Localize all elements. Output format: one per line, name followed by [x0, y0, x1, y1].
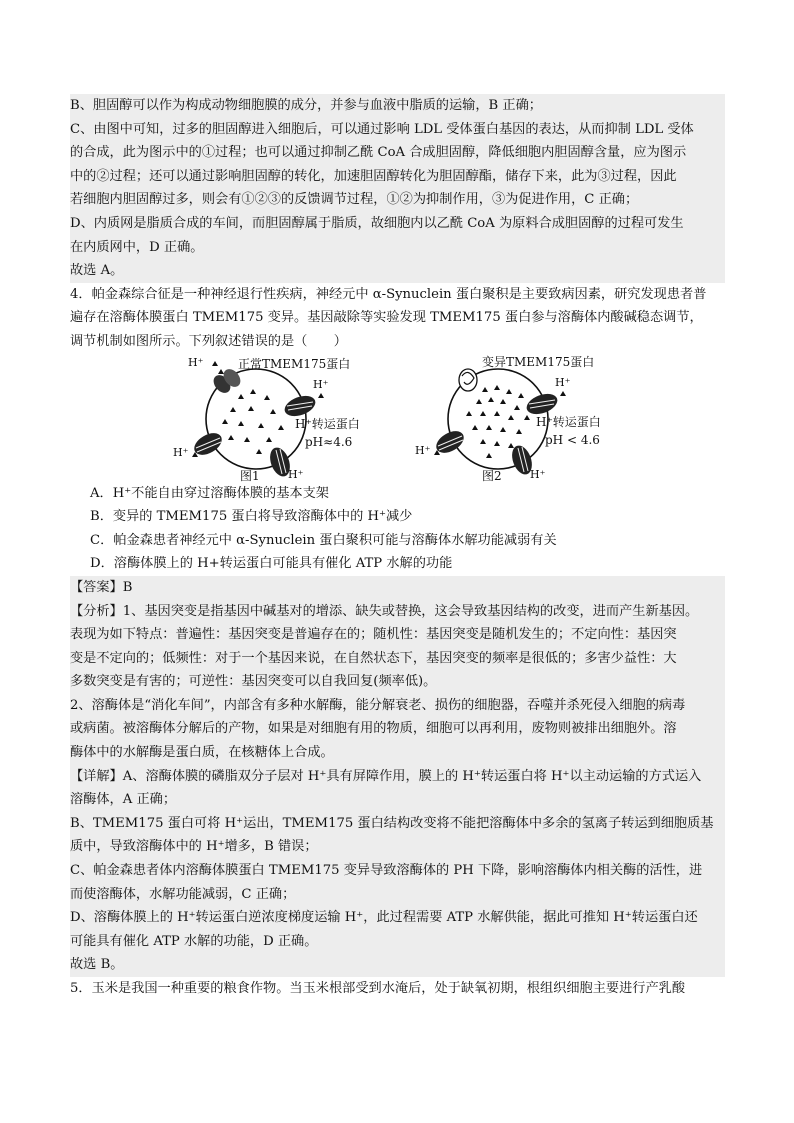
figure-1-diagram	[173, 354, 368, 483]
h-label: H⁺	[173, 445, 189, 459]
ph-label: pH < 4.6	[545, 432, 600, 447]
mutated-tmem175-protein	[459, 369, 477, 391]
analysis-line: D、溶酶体膜上的 H⁺转运蛋白逆浓度梯度运输 H⁺，此过程需要 ATP 水解供能，据此可推知 H⁺转运蛋白还	[70, 906, 725, 930]
option-c: C．帕金森患者神经元中 α-Synuclein 蛋白聚积可能与溶酶体水解功能减弱有关	[90, 532, 557, 548]
text-line: D、内质网是脂质合成的车间，而胆固醇属于脂质，故细胞内以乙酰 CoA 为原料合成胆固醇的过程可发生	[70, 212, 725, 236]
analysis-line: 可能具有催化 ATP 水解的功能，D 正确。	[70, 930, 725, 954]
figure-caption: 图2	[482, 468, 502, 483]
analysis-line: 表现为如下特点：普遍性：基因突变是普遍存在的；随机性：基因突变是随机发生的；不定向性：基因突	[70, 623, 725, 647]
answer-line: 【答案】B	[70, 576, 725, 600]
h-label: H⁺	[415, 443, 431, 457]
analysis-line: 故选 B。	[70, 953, 725, 977]
analysis-line: B、TMEM175 蛋白可将 H⁺运出，TMEM175 蛋白结构改变将不能把溶酶体中多余的氢离子转运到细胞质基	[70, 812, 725, 836]
analysis-line: 或病菌。被溶酶体分解后的产物，如果是对细胞有用的物质，细胞可以再利用，废物则被排出细胞外。溶	[70, 717, 725, 741]
next-question-line: 5．玉米是我国一种重要的粮食作物。当玉米根部受到水淹后，处于缺氧初期，根组织细胞主要进行产乳酸	[70, 981, 686, 996]
analysis-line: C、帕金森患者体内溶酶体膜蛋白 TMEM175 变异导致溶酶体的 PH 下降，影响溶酶体内相关酶的活性，进	[70, 859, 725, 883]
document-page	[70, 94, 725, 1001]
figure-2-diagram	[415, 354, 620, 483]
question-stem-line: 调节机制如图所示。下列叙述错误的是（ ）	[70, 333, 347, 349]
analysis-line: 质中，导致溶酶体中的 H⁺增多，B 错误；	[70, 835, 725, 859]
text-line: 的合成，此为图示中的①过程；也可以通过抑制乙酰 CoA 合成胆固醇，降低细胞内胆固醇含量，应为图示	[70, 141, 725, 165]
text-line: B、胆固醇可以作为构成动物细胞膜的成分，并参与血液中脂质的运输，B 正确；	[70, 94, 725, 118]
question-stem-line: 遍存在溶酶体膜蛋白 TMEM175 变异。基因敲除等实验发现 TMEM175 蛋白参与溶酶体内酸碱稳态调节，	[70, 310, 703, 326]
h-label: H⁺	[555, 375, 571, 389]
text-line: C、由图中可知，过多的胆固醇进入细胞后，可以通过影响 LDL 受体蛋白基因的表达，从而抑制 LDL 受体	[70, 118, 725, 142]
option-a: A．H⁺不能自由穿过溶酶体膜的基本支架	[90, 485, 329, 501]
question-stem-line: 4．帕金森综合征是一种神经退行性疾病，神经元中 α-Synuclein 蛋白聚积是主要致病因素，研究发现患者普	[70, 286, 707, 302]
analysis-line: 【分析】1、基因突变是指基因中碱基对的增添、缺失或替换，这会导致基因结构的改变，进而产生新基因。	[70, 600, 725, 624]
h-label: H⁺	[288, 467, 304, 481]
protein-label: 正常TMEM175蛋白	[238, 356, 351, 371]
analysis-line: 酶体中的水解酶是蛋白质，在核糖体上合成。	[70, 741, 725, 765]
text-line: 中的②过程；还可以通过影响胆固醇的转化，加速胆固醇转化为胆固醇酯，储存下来，此为③过程，因此	[70, 165, 725, 189]
analysis-line: 而使溶酶体，水解功能减弱，C 正确；	[70, 883, 725, 907]
analysis-line: 多数突变是有害的；可逆性：基因突变可以自我回复(频率低)。	[70, 670, 725, 694]
analysis-line: 溶酶体，A 正确；	[70, 788, 725, 812]
option-b: B．变异的 TMEM175 蛋白将导致溶酶体中的 H⁺减少	[90, 509, 413, 525]
figure-2	[415, 354, 620, 483]
h-label: H⁺	[313, 377, 329, 391]
text-line: 故选 A。	[70, 259, 725, 283]
analysis-line: 2、溶酶体是“消化车间”，内部含有多种水解酶，能分解衰老、损伤的细胞器，吞噬并杀死侵入细胞的病毒	[70, 694, 725, 718]
h-label: H⁺	[530, 467, 546, 481]
h-label: H⁺	[188, 355, 204, 369]
transporter-label: H⁺转运蛋白	[295, 416, 360, 431]
figure-row	[70, 354, 725, 482]
analysis-line: 【详解】A、溶酶体膜的磷脂双分子层对 H⁺具有屏障作用，膜上的 H⁺转运蛋白将 H⁺以主动运输的方式运入	[70, 765, 725, 789]
protein-label: 变异TMEM175蛋白	[482, 354, 595, 369]
text-line: 若细胞内胆固醇过多，则会有①②③的反馈调节过程，①②为抑制作用，③为促进作用，C 正确；	[70, 188, 725, 212]
analysis-line: 变是不定向的；低频性：对于一个基因来说，在自然状态下，基因突变的频率是很低的；多害少益性：大	[70, 647, 725, 671]
figure-1	[173, 354, 368, 483]
transporter-label: H⁺转运蛋白	[536, 414, 601, 429]
ph-label: pH≈4.6	[305, 434, 353, 449]
figure-caption: 图1	[240, 468, 260, 483]
option-d: D．溶酶体膜上的 H+转运蛋白可能具有催化 ATP 水解的功能	[90, 556, 453, 572]
text-line: 在内质网中，D 正确。	[70, 236, 725, 260]
